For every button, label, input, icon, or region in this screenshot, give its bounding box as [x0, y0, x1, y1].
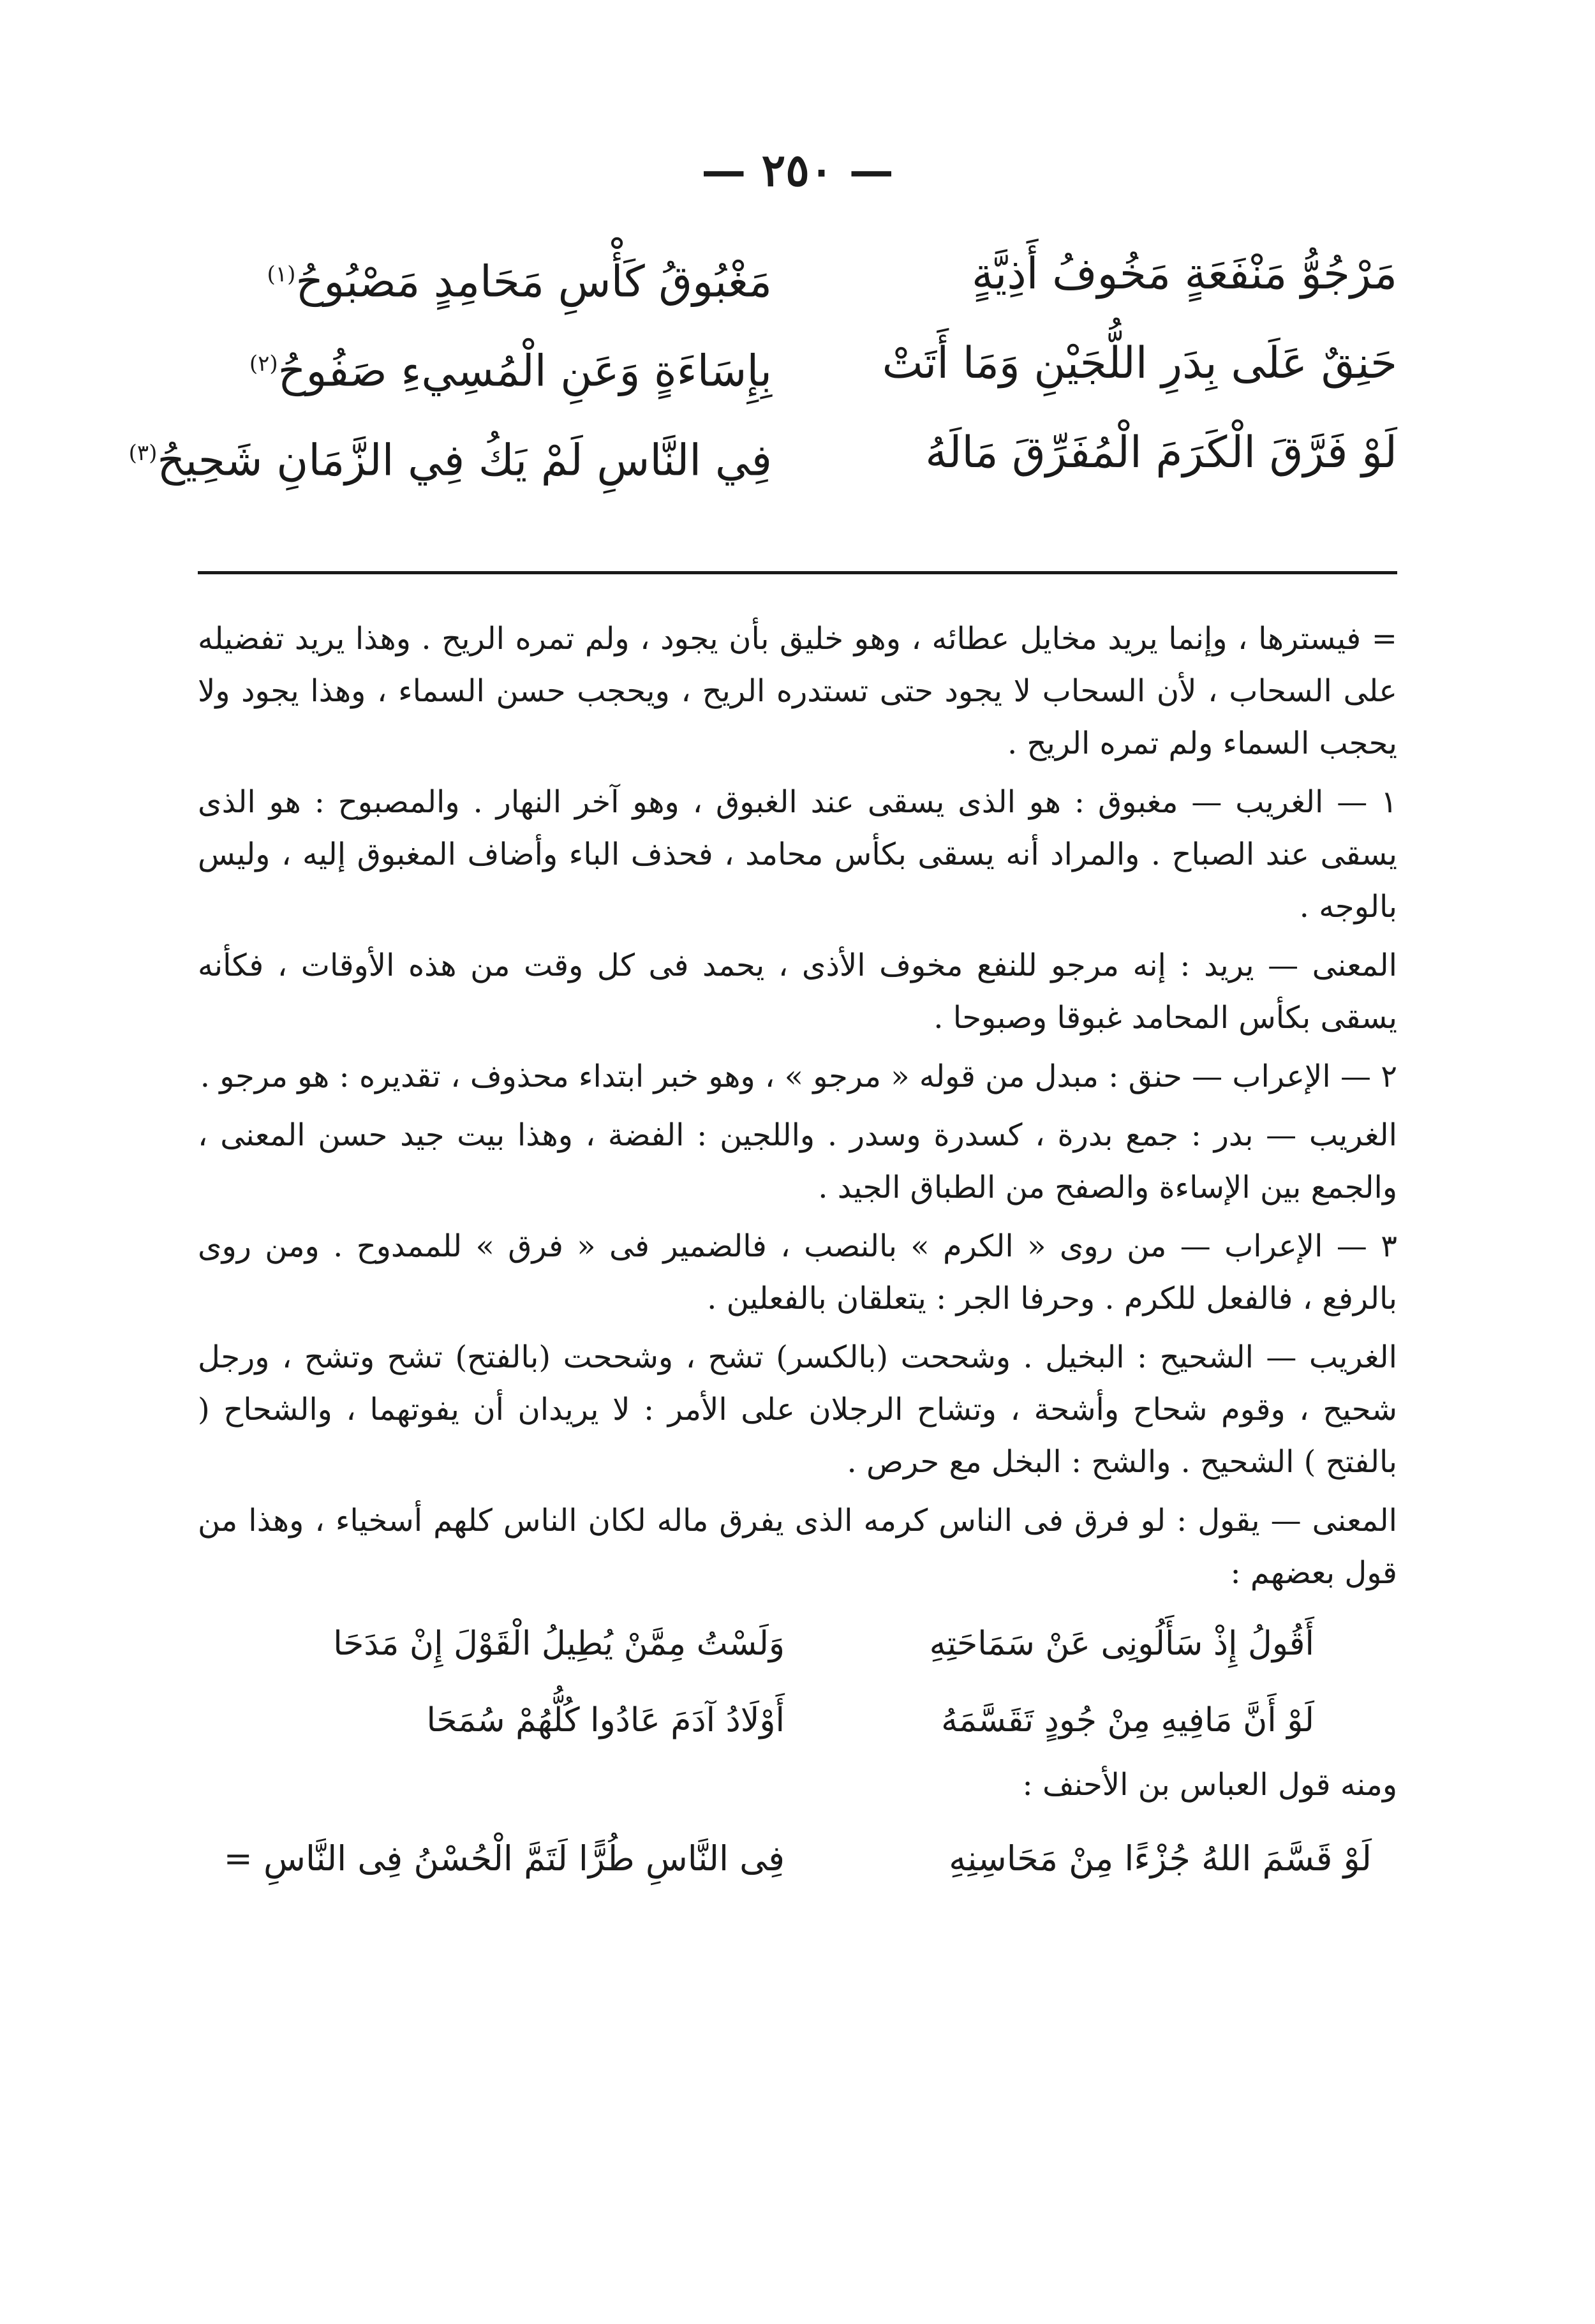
quoted-verse-1-second: وَلَسْتُ مِمَّنْ يُطِيلُ الْقَوْلَ إِنْ مَدَحَا [333, 1625, 785, 1663]
verse-2 [198, 319, 1397, 408]
separator-rule [198, 571, 1397, 574]
verse-2-second-hemistich [198, 319, 772, 417]
note-1-gharib: ١ — الغريب — مغبوق : هو الذى يسقى عند الغبوق ، وهو آخر النهار . والمصبوح : هو الذى يسقى عند الصباح . والمراد أنه يسقى بكأس محامد ، فحذف الباء وأضاف المغبوق إليه ، وليس بالوجه . [198, 784, 1397, 925]
commentary [198, 613, 1397, 1900]
abbas-verse [198, 1817, 1397, 1900]
footnote-marker-3: (٣) [128, 440, 158, 466]
commentary-continuation: = فيسترها ، وإنما يريد مخايل عطائه ، وهو خليق بأن يجود ، ولم تمره الريح . وهذا يريد تفضيله على السحاب ، لأن السحاب لا يجود حتى تستدره الريح ، ويحجب حسن السماء ، وهذا يجود ولا يحجب السماء ولم تمره الريح . [198, 621, 1397, 761]
quoted-verse-2-first: لَوْ أَنَّ مَافِيهِ مِنْ جُودٍ تَقَسَّمَهُ [941, 1701, 1314, 1739]
note-3-maana: المعنى — يقول : لو فرق فى الناس كرمه الذى يفرق ماله لكان الناس كلهم أسخياء ، وهذا من قول بعضهم : [198, 1503, 1398, 1591]
verse-1-first-hemistich: مَرْجُوُّ مَنْفَعَةٍ مَخُوفُ أَذِيَّةٍ [971, 249, 1397, 299]
quoted-verse-1 [287, 1605, 1314, 1682]
verse-3-second-text: فِي النَّاسِ لَمْ يَكُ فِي الزَّمَانِ شَحِيحُ [157, 435, 772, 486]
footnote-marker-2: (٢) [249, 351, 278, 376]
verse-1-second-hemistich [198, 230, 772, 327]
verse-1 [198, 230, 1397, 319]
intro-abbas: ومنه قول العباس بن الأحنف : [1022, 1767, 1397, 1803]
verse-3-second-hemistich [128, 408, 772, 506]
verse-2-first-hemistich: حَنِقٌ عَلَى بِدَرِ اللُّجَيْنِ وَمَا أَتَتْ [882, 338, 1397, 389]
quoted-verse-1-first: أَقُولُ إِذْ سَأَلُونِى عَنْ سَمَاحَتِهِ [929, 1625, 1314, 1663]
note-1-maana: المعنى — يريد : إنه مرجو للنفع مخوف الأذى ، يحمد فى كل وقت من هذه الأوقات ، فكأنه يسقى بكأس المحامد غبوقا وصبوحا . [198, 948, 1398, 1036]
verse-2-second-text: بِإِسَاءَةٍ وَعَنِ الْمُسِيءِ صَفُوحُ [278, 346, 772, 397]
verses-block [128, 230, 1397, 498]
quoted-verse-2 [287, 1682, 1314, 1759]
abbas-verse-first: لَوْ قَسَّمَ اللهُ جُزْءًا مِنْ مَحَاسِنِهِ [949, 1838, 1372, 1879]
note-3-irab: ٣ — الإعراب — من روى « الكرم » بالنصب ، فالضمير فى « فرق » للممدوح . ومن روى بالرفع ، فالفعل للكرم . وحرفا الجر : يتعلقان بالفعلين . [198, 1228, 1398, 1316]
page-number: — ٢٥٠ — [701, 144, 894, 197]
note-3-gharib: الغريب — الشحيح : البخيل . وشححت (بالكسر) تشح ، وشححت (بالفتح) تشح وتشح ، ورجل شحيح ، وقوم شحاح وأشحة ، وتشاح الرجلان على الأمر : لا يريدان أن يفوتهما ، والشحاح ( بالفتح ) الشحيح . والشح : البخل مع حرص . [198, 1339, 1397, 1480]
quoted-verse-2-second: أَوْلَادُ آدَمَ عَادُوا كُلُّهُمْ سُمَحَا [426, 1701, 785, 1739]
verse-3 [128, 408, 1397, 498]
abbas-verse-second: فِى النَّاسِ طُرًّا لَتَمَّ الْحُسْنُ فِى النَّاسِ = [223, 1838, 785, 1879]
verse-3-first-hemistich: لَوْ فَرَّقَ الْكَرَمَ الْمُفَرِّقَ مَالَهُ [925, 428, 1397, 478]
note-2-gharib: الغريب — بدر : جمع بدرة ، كسدرة وسدر . واللجين : الفضة ، وهذا بيت جيد حسن المعنى ، والجمع بين الإساءة والصفح من الطباق الجيد . [198, 1117, 1397, 1205]
note-2-irab: ٢ — الإعراب — حنق : مبدل من قوله « مرجو » ، وهو خبر ابتداء محذوف ، تقديره : هو مرجو . [200, 1059, 1397, 1094]
verse-1-second-text: مَغْبُوقُ كَأْسِ مَحَامِدٍ مَصْبُوحُ [295, 257, 772, 308]
footnote-marker-1: (١) [267, 262, 296, 287]
